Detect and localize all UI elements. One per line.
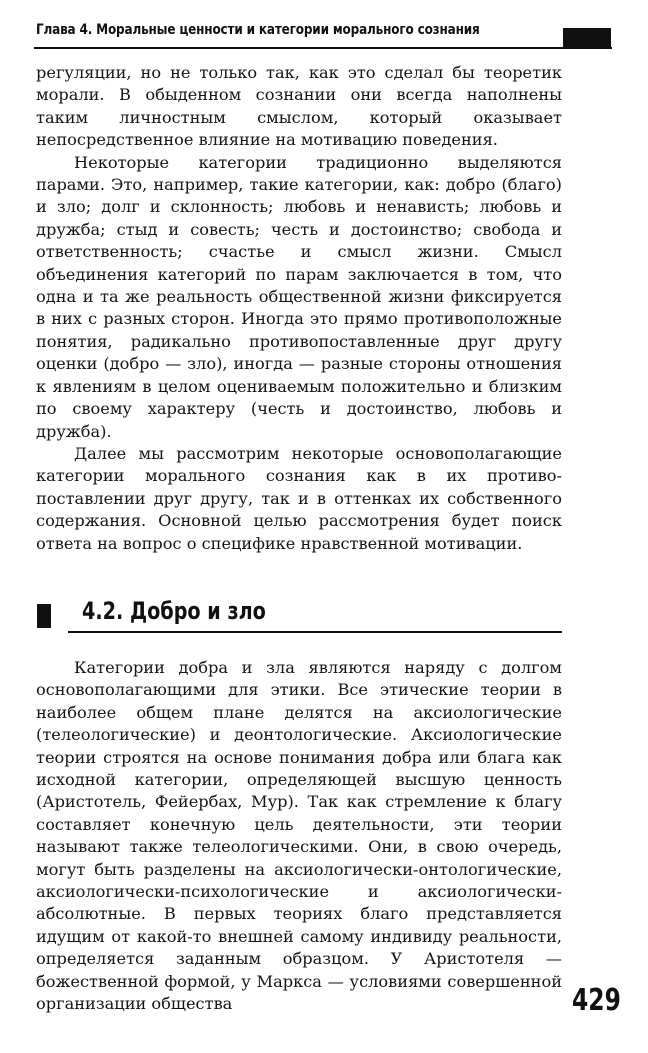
paragraph: Некоторые категории традиционно выделяются парами. Это, например, такие категории, как: добро (благо) и зло; долг и склонность; любовь и ненависть; любовь и дружба; стыд и совесть; честь и достоинство; свобода и ответственность; счастье и смысл жизни. Смысл объединения категорий по парам заключается в том, что одна и та же реальность общественной жизни фиксируется в них с разных сторон. Иногда это прямо противоположные понятия, радикально противопоставленные друг другу оценки (добро — зло), иногда — разные стороны отношения к явлениям в целом оцениваемым положительно и близким по своему характеру (честь и достоинство, любовь и дружба).: [36, 152, 562, 441]
section-rule: [68, 631, 562, 633]
page-number: 429: [572, 983, 621, 1018]
body-text-bottom: [36, 657, 562, 1016]
paragraph: регуляции, но не только так, как это сделал бы теоретик морали. В обыденном сознании они всегда наполнены таким личностным смыслом, который оказывает непосредственное влияние на мотивацию поведения.: [36, 63, 562, 150]
body-text-top: [36, 62, 562, 555]
paragraph: Категории добра и зла являются наряду с долгом основополагающими для этики. Все этические теории в наиболее общем плане делятся на аксиологические (телеологические) и деонтологические. Аксиологические теории строятся на основе понимания добра или блага как исходной категории, определяющей высшую ценность (Аристотель, Фейербах, Мур). Так как стремление к благу составляет конечную цель деятельности, эти теории называют также телеологическими. Они, в свою очередь, могут быть разделены на аксиологически-онтологические, аксиологически-психологические и аксиологически-абсолютные. В первых теориях благо представляется идущим от какой-то внешней самому индивиду реальности, определяется заданным образцом. У Аристотеля — божественной формой, у Маркса — условиями совершенной организации общества: [36, 658, 562, 1014]
section-marker: [37, 604, 51, 628]
running-head-block: [563, 28, 611, 48]
paragraph: Далее мы рассмотрим некоторые основополагающие категории морального сознания как в их противопоставлении друг другу, так и в оттенках их собственного содержания. Основной целью рассмотрения будет поиск ответа на вопрос о специфике нравственной мотивации.: [36, 443, 562, 553]
section-heading: 4.2. Добро и зло: [82, 597, 266, 625]
running-head: Глава 4. Моральные ценности и категории морального сознания: [36, 22, 480, 38]
running-head-rule: [34, 47, 612, 49]
